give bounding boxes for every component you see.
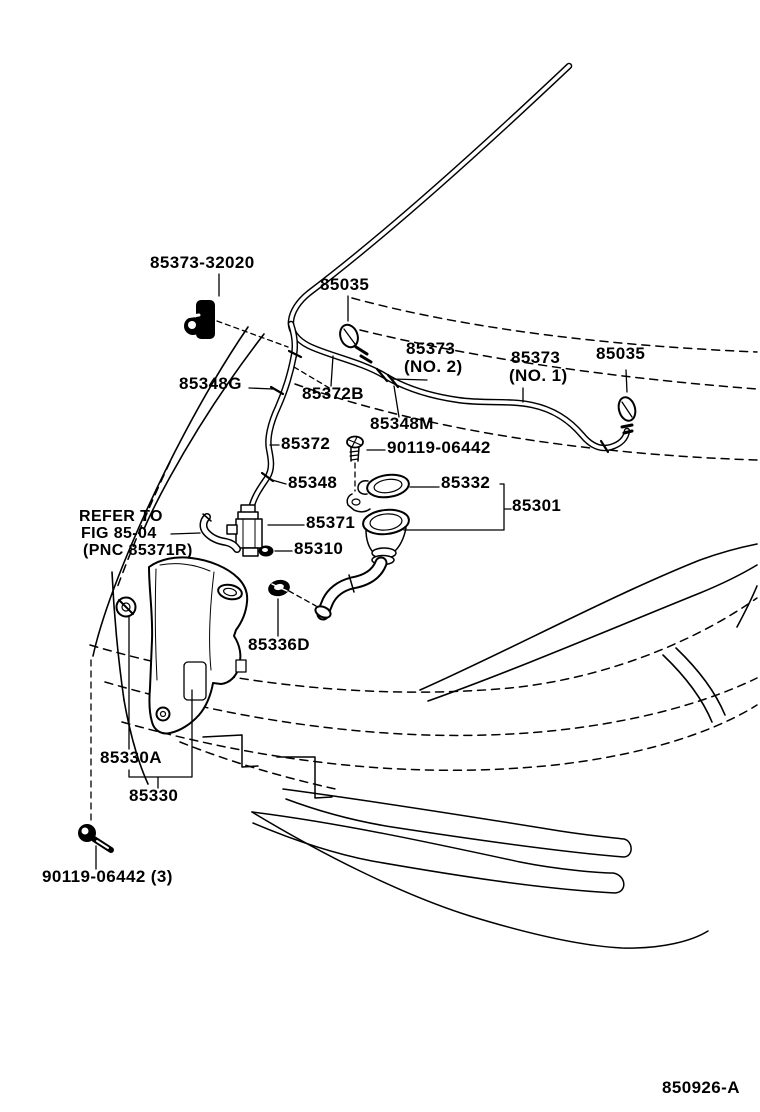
bolt-lower-icon bbox=[78, 824, 111, 850]
part-label-nozzle-left[interactable]: 85035 bbox=[320, 275, 370, 294]
hose-clip-shape bbox=[184, 300, 215, 339]
refer-note-line1: REFER TO bbox=[79, 508, 163, 525]
part-label-packing[interactable]: 85310 bbox=[294, 539, 344, 558]
part-label-hose-no1-line1[interactable]: 85373 bbox=[511, 348, 561, 367]
washer-tank-shape bbox=[149, 557, 247, 733]
refer-note-line3: (PNC 85371R) bbox=[83, 542, 193, 559]
figure-code: 850926-A bbox=[662, 1078, 740, 1097]
part-label-hose-joint-clip[interactable]: 85373-32020 bbox=[150, 253, 255, 272]
part-label-hose-no1-line2[interactable]: (NO. 1) bbox=[509, 366, 568, 385]
part-label-bolt-lower[interactable]: 90119-06442 (3) bbox=[42, 867, 173, 886]
part-label-hose-clamp[interactable]: 85348 bbox=[288, 473, 338, 492]
part-label-nozzle-right[interactable]: 85035 bbox=[596, 344, 646, 363]
part-label-pump[interactable]: 85371 bbox=[306, 513, 356, 532]
part-label-tank[interactable]: 85330 bbox=[129, 786, 179, 805]
pump-packing-shape bbox=[259, 546, 274, 557]
bolt-upper-icon bbox=[347, 437, 363, 462]
part-label-hose[interactable]: 85372 bbox=[281, 434, 331, 453]
tank-grommet-shape bbox=[267, 578, 292, 598]
washer-nozzle-right-shape bbox=[616, 395, 638, 433]
part-label-hose-b[interactable]: 85372B bbox=[302, 384, 364, 403]
bumper-grille-lines bbox=[203, 735, 708, 948]
refer-note-line2: FIG 85-04 bbox=[81, 525, 157, 542]
part-label-inlet-assembly[interactable]: 85301 bbox=[512, 496, 562, 515]
part-label-tank-bracket[interactable]: 85330A bbox=[100, 748, 162, 767]
part-label-inlet-cap[interactable]: 85332 bbox=[441, 473, 491, 492]
part-label-bolt-upper[interactable]: 90119-06442 bbox=[387, 438, 491, 457]
part-label-hose-no2-line2[interactable]: (NO. 2) bbox=[404, 357, 463, 376]
part-label-hose-clamp-g[interactable]: 85348G bbox=[179, 374, 242, 393]
part-label-hose-no2-line1[interactable]: 85373 bbox=[406, 339, 456, 358]
part-label-hose-clamp-m[interactable]: 85348M bbox=[370, 414, 434, 433]
tank-screw-icon bbox=[117, 598, 136, 617]
part-label-grommet[interactable]: 85336D bbox=[248, 635, 310, 654]
